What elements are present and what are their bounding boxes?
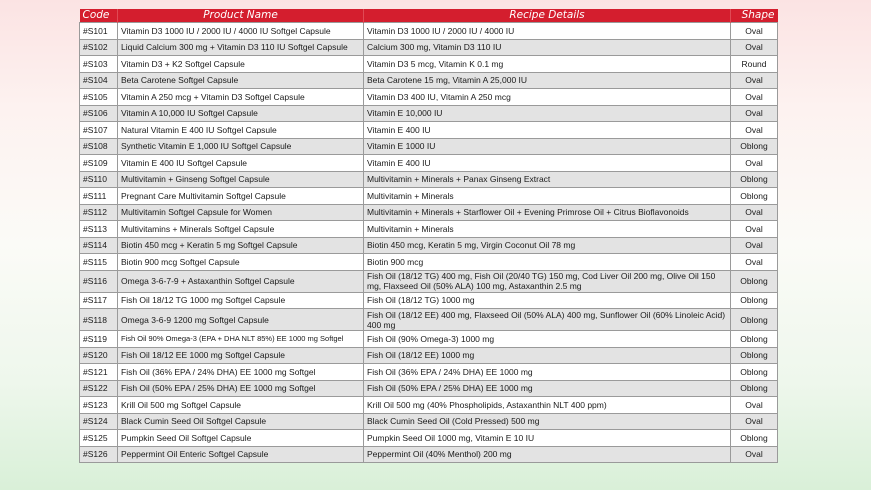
cell-recipe-details: Biotin 900 mcg [364, 254, 731, 271]
cell-product-name: Beta Carotene Softgel Capsule [118, 72, 364, 89]
cell-code: #S119 [80, 331, 118, 348]
cell-code: #S112 [80, 204, 118, 221]
cell-recipe-details: Fish Oil (18/12 TG) 1000 mg [364, 292, 731, 309]
table-row [80, 364, 778, 381]
cell-shape: Oval [731, 23, 778, 40]
table-row [80, 430, 778, 447]
cell-recipe-details: Fish Oil (36% EPA / 24% DHA) EE 1000 mg [364, 364, 731, 381]
cell-product-name: Biotin 450 mcg + Keratin 5 mg Softgel Capsule [118, 237, 364, 254]
table-row [80, 413, 778, 430]
table-row [80, 347, 778, 364]
cell-recipe-details: Beta Carotene 15 mg, Vitamin A 25,000 IU [364, 72, 731, 89]
cell-recipe-details: Fish Oil (50% EPA / 25% DHA) EE 1000 mg [364, 380, 731, 397]
cell-code: #S120 [80, 347, 118, 364]
cell-code: #S115 [80, 254, 118, 271]
product-table-container [79, 9, 777, 463]
cell-shape: Oval [731, 446, 778, 463]
cell-recipe-details: Peppermint Oil (40% Menthol) 200 mg [364, 446, 731, 463]
cell-code: #S102 [80, 39, 118, 56]
table-row [80, 254, 778, 271]
table-row [80, 155, 778, 172]
cell-shape: Oblong [731, 171, 778, 188]
cell-recipe-details: Fish Oil (18/12 TG) 400 mg, Fish Oil (20/40 TG) 150 mg, Cod Liver Oil 200 mg, Olive Oil 150 mg, Flaxseed Oil (50% ALA) 100 mg, Astaxanthin 2.5 mg [364, 270, 731, 292]
cell-recipe-details: Biotin 450 mcg, Keratin 5 mg, Virgin Coconut Oil 78 mg [364, 237, 731, 254]
cell-recipe-details: Multivitamin + Minerals [364, 221, 731, 238]
cell-shape: Oval [731, 221, 778, 238]
cell-code: #S125 [80, 430, 118, 447]
header-recipe-details: Recipe Details [364, 9, 731, 23]
cell-product-name: Fish Oil 18/12 TG 1000 mg Softgel Capsule [118, 292, 364, 309]
cell-product-name: Vitamin E 400 IU Softgel Capsule [118, 155, 364, 172]
table-row [80, 23, 778, 40]
cell-code: #S114 [80, 237, 118, 254]
cell-shape: Oval [731, 89, 778, 106]
cell-code: #S101 [80, 23, 118, 40]
table-row [80, 204, 778, 221]
cell-product-name: Fish Oil (50% EPA / 25% DHA) EE 1000 mg Softgel [118, 380, 364, 397]
cell-product-name: Vitamin A 10,000 IU Softgel Capsule [118, 105, 364, 122]
table-row [80, 446, 778, 463]
cell-product-name: Black Cumin Seed Oil Softgel Capsule [118, 413, 364, 430]
cell-shape: Oval [731, 397, 778, 414]
cell-shape: Oval [731, 155, 778, 172]
cell-code: #S106 [80, 105, 118, 122]
table-row [80, 39, 778, 56]
cell-recipe-details: Vitamin E 400 IU [364, 155, 731, 172]
header-row [80, 9, 778, 23]
cell-recipe-details: Vitamin D3 5 mcg, Vitamin K 0.1 mg [364, 56, 731, 73]
header-code: Code [80, 9, 118, 23]
cell-recipe-details: Krill Oil 500 mg (40% Phospholipids, Astaxanthin NLT 400 ppm) [364, 397, 731, 414]
cell-product-name: Vitamin D3 1000 IU / 2000 IU / 4000 IU Softgel Capsule [118, 23, 364, 40]
cell-product-name: Natural Vitamin E 400 IU Softgel Capsule [118, 122, 364, 139]
cell-code: #S123 [80, 397, 118, 414]
cell-product-name: Pumpkin Seed Oil Softgel Capsule [118, 430, 364, 447]
cell-product-name: Fish Oil 18/12 EE 1000 mg Softgel Capsule [118, 347, 364, 364]
table-row [80, 56, 778, 73]
table-row [80, 292, 778, 309]
cell-shape: Oblong [731, 309, 778, 331]
cell-code: #S113 [80, 221, 118, 238]
cell-shape: Round [731, 56, 778, 73]
table-row [80, 105, 778, 122]
table-row [80, 171, 778, 188]
cell-product-name: Liquid Calcium 300 mg + Vitamin D3 110 IU Softgel Capsule [118, 39, 364, 56]
cell-code: #S105 [80, 89, 118, 106]
cell-product-name: Krill Oil 500 mg Softgel Capsule [118, 397, 364, 414]
cell-shape: Oblong [731, 380, 778, 397]
cell-shape: Oblong [731, 364, 778, 381]
table-row [80, 122, 778, 139]
cell-shape: Oval [731, 122, 778, 139]
cell-shape: Oblong [731, 270, 778, 292]
cell-product-name: Synthetic Vitamin E 1,000 IU Softgel Capsule [118, 138, 364, 155]
cell-shape: Oblong [731, 138, 778, 155]
product-table [79, 9, 778, 463]
table-body [80, 23, 778, 463]
table-row [80, 397, 778, 414]
cell-code: #S110 [80, 171, 118, 188]
cell-product-name: Omega 3-6-9 1200 mg Softgel Capsule [118, 309, 364, 331]
cell-code: #S103 [80, 56, 118, 73]
table-row [80, 138, 778, 155]
cell-shape: Oblong [731, 188, 778, 205]
header-shape: Shape [731, 9, 778, 23]
cell-code: #S124 [80, 413, 118, 430]
table-row [80, 309, 778, 331]
cell-code: #S118 [80, 309, 118, 331]
cell-code: #S107 [80, 122, 118, 139]
cell-product-name: Fish Oil 90% Omega-3 (EPA + DHA NLT 85%) EE 1000 mg Softgel [118, 331, 364, 348]
cell-recipe-details: Vitamin D3 1000 IU / 2000 IU / 4000 IU [364, 23, 731, 40]
cell-recipe-details: Fish Oil (18/12 EE) 1000 mg [364, 347, 731, 364]
cell-product-name: Multivitamin Softgel Capsule for Women [118, 204, 364, 221]
cell-recipe-details: Multivitamin + Minerals + Panax Ginseng Extract [364, 171, 731, 188]
cell-product-name: Biotin 900 mcg Softgel Capsule [118, 254, 364, 271]
table-row [80, 270, 778, 292]
cell-recipe-details: Multivitamin + Minerals [364, 188, 731, 205]
cell-shape: Oval [731, 72, 778, 89]
cell-code: #S111 [80, 188, 118, 205]
cell-recipe-details: Multivitamin + Minerals + Starflower Oil + Evening Primrose Oil + Citrus Bioflavonoids [364, 204, 731, 221]
cell-product-name: Fish Oil (36% EPA / 24% DHA) EE 1000 mg Softgel [118, 364, 364, 381]
cell-shape: Oval [731, 254, 778, 271]
table-row [80, 221, 778, 238]
cell-code: #S117 [80, 292, 118, 309]
table-row [80, 331, 778, 348]
cell-shape: Oval [731, 105, 778, 122]
cell-shape: Oblong [731, 347, 778, 364]
cell-shape: Oval [731, 204, 778, 221]
table-row [80, 89, 778, 106]
cell-product-name: Omega 3-6-7-9 + Astaxanthin Softgel Capsule [118, 270, 364, 292]
cell-recipe-details: Black Cumin Seed Oil (Cold Pressed) 500 mg [364, 413, 731, 430]
table-row [80, 380, 778, 397]
cell-code: #S122 [80, 380, 118, 397]
cell-product-name: Vitamin A 250 mcg + Vitamin D3 Softgel Capsule [118, 89, 364, 106]
cell-recipe-details: Vitamin E 10,000 IU [364, 105, 731, 122]
cell-code: #S108 [80, 138, 118, 155]
cell-code: #S109 [80, 155, 118, 172]
table-header [80, 9, 778, 23]
cell-product-name: Pregnant Care Multivitamin Softgel Capsule [118, 188, 364, 205]
cell-code: #S121 [80, 364, 118, 381]
cell-recipe-details: Fish Oil (90% Omega-3) 1000 mg [364, 331, 731, 348]
cell-shape: Oblong [731, 331, 778, 348]
table-row [80, 72, 778, 89]
table-row [80, 237, 778, 254]
cell-shape: Oval [731, 39, 778, 56]
cell-recipe-details: Fish Oil (18/12 EE) 400 mg, Flaxseed Oil (50% ALA) 400 mg, Sunflower Oil (60% Linoleic Acid) 400 mg [364, 309, 731, 331]
cell-shape: Oblong [731, 430, 778, 447]
cell-code: #S104 [80, 72, 118, 89]
cell-product-name: Multivitamins + Minerals Softgel Capsule [118, 221, 364, 238]
cell-recipe-details: Vitamin E 400 IU [364, 122, 731, 139]
cell-product-name: Peppermint Oil Enteric Softgel Capsule [118, 446, 364, 463]
cell-shape: Oval [731, 237, 778, 254]
cell-code: #S116 [80, 270, 118, 292]
cell-recipe-details: Pumpkin Seed Oil 1000 mg, Vitamin E 10 IU [364, 430, 731, 447]
cell-code: #S126 [80, 446, 118, 463]
cell-recipe-details: Vitamin E 1000 IU [364, 138, 731, 155]
cell-shape: Oval [731, 413, 778, 430]
cell-product-name: Vitamin D3 + K2 Softgel Capsule [118, 56, 364, 73]
cell-product-name: Multivitamin + Ginseng Softgel Capsule [118, 171, 364, 188]
header-product-name: Product Name [118, 9, 364, 23]
cell-recipe-details: Vitamin D3 400 IU, Vitamin A 250 mcg [364, 89, 731, 106]
cell-recipe-details: Calcium 300 mg, Vitamin D3 110 IU [364, 39, 731, 56]
table-row [80, 188, 778, 205]
cell-shape: Oblong [731, 292, 778, 309]
